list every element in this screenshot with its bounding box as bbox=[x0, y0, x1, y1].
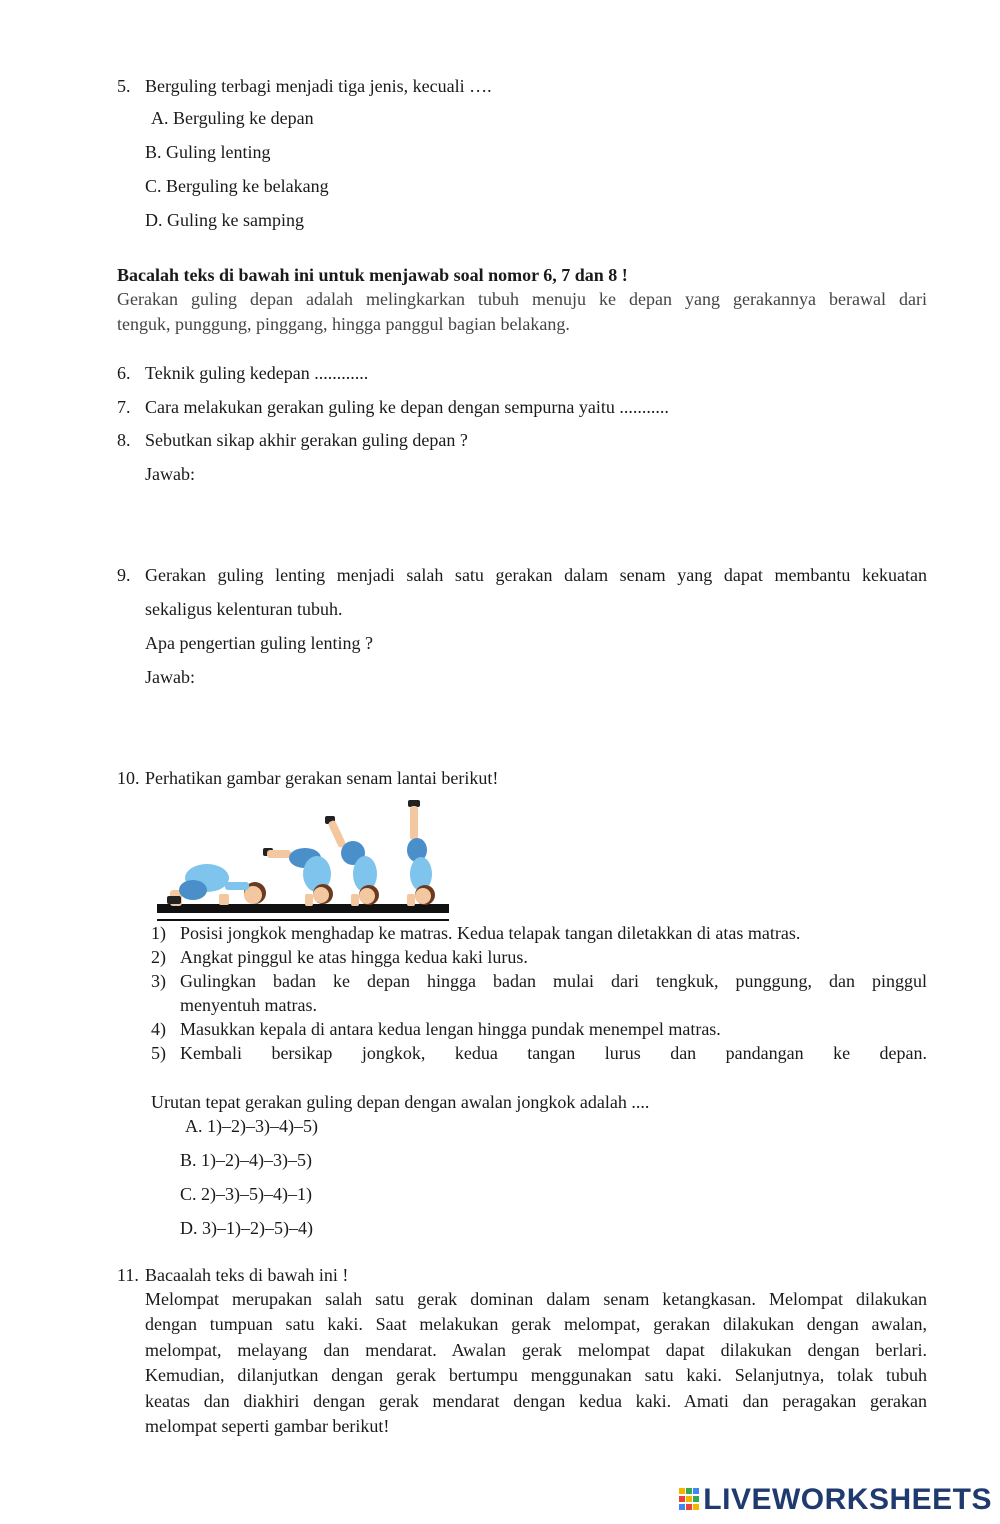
q8-question: Sebutkan sikap akhir gerakan guling depan ? bbox=[145, 430, 468, 450]
step-3-text-continued: menyentuh matras. bbox=[180, 995, 317, 1015]
q10-option-c: C. 2)–3)–5)–4)–1) bbox=[180, 1184, 312, 1204]
q5-option-b: B. Guling lenting bbox=[145, 142, 271, 162]
step-3-number: 3) bbox=[151, 971, 166, 991]
step-1-number: 1) bbox=[151, 923, 166, 943]
q6-question: Teknik guling kedepan ............ bbox=[145, 363, 369, 383]
liveworksheets-logo[interactable] bbox=[678, 1482, 992, 1518]
q7-question: Cara melakukan gerakan guling ke depan dengan sempurna yaitu ........... bbox=[145, 397, 669, 417]
q5-option-d: D. Guling ke samping bbox=[145, 210, 304, 230]
q11-instruction: Bacaalah teks di bawah ini ! bbox=[145, 1265, 349, 1285]
q10-option-a: A. 1)–2)–3)–4)–5) bbox=[185, 1116, 318, 1136]
q11-line5: keatas dan diakhiri dengan gerak mendarat dengan kedua kaki. Amati dan peragakan gerakan bbox=[145, 1391, 927, 1411]
reading-text-line1: Gerakan guling depan adalah melingkarkan tubuh menuju ke depan yang gerakannya berawal dari bbox=[117, 289, 927, 309]
q5-question: Berguling terbagi menjadi tiga jenis, kecuali …. bbox=[145, 76, 492, 96]
q11-line4: Kemudian, dilanjutkan dengan gerak bertumpu menggunakan satu kaki. Selanjutnya, tolak tubuh bbox=[145, 1365, 927, 1385]
q5-option-c: C. Berguling ke belakang bbox=[145, 176, 329, 196]
step-1-text: Posisi jongkok menghadap ke matras. Kedua telapak tangan diletakkan di atas matras. bbox=[180, 923, 801, 943]
step-4-text: Masukkan kepala di antara kedua lengan hingga pundak menempel matras. bbox=[180, 1019, 721, 1039]
q6-number: 6. bbox=[117, 363, 131, 383]
q8-answer-label: Jawab: bbox=[145, 464, 195, 484]
step-5-text: Kembali bersikap jongkok, kedua tangan lurus dan pandangan ke depan. bbox=[180, 1043, 927, 1063]
reading-instruction: Bacalah teks di bawah ini untuk menjawab soal nomor 6, 7 dan 8 ! bbox=[117, 265, 628, 285]
step-5-number: 5) bbox=[151, 1043, 166, 1063]
q9-answer-label: Jawab: bbox=[145, 667, 195, 687]
q9-line2: sekaligus kelenturan tubuh. bbox=[145, 599, 343, 619]
forward-roll-illustration bbox=[155, 798, 450, 926]
step-2-number: 2) bbox=[151, 947, 166, 967]
q11-number: 11. bbox=[117, 1265, 139, 1285]
q11-line3: melompat, melayang dan mendarat. Awalan gerak melompat dapat dilakukan dengan berlari. bbox=[145, 1340, 927, 1360]
q9-question: Apa pengertian guling lenting ? bbox=[145, 633, 373, 653]
q10-number: 10. bbox=[117, 768, 140, 788]
mat-icon bbox=[157, 904, 449, 913]
step-3-text: Gulingkan badan ke depan hingga badan mulai dari tengkuk, punggung, dan pinggul bbox=[180, 971, 927, 991]
step-2-text: Angkat pinggul ke atas hingga kedua kaki lurus. bbox=[180, 947, 528, 967]
gymnast-figure-2 bbox=[263, 848, 333, 906]
q5-number: 5. bbox=[117, 76, 131, 96]
q9-line1: Gerakan guling lenting menjadi salah satu gerakan dalam senam yang dapat membantu kekuatan bbox=[145, 565, 927, 585]
q5-option-a: A. Berguling ke depan bbox=[151, 108, 314, 128]
q10-question: Perhatikan gambar gerakan senam lantai berikut! bbox=[145, 768, 499, 788]
gymnast-figure-1 bbox=[167, 864, 266, 906]
gymnast-figure-3 bbox=[325, 816, 379, 906]
q7-number: 7. bbox=[117, 397, 131, 417]
q11-line6: melompat seperti gambar berikut! bbox=[145, 1416, 390, 1436]
q10-prompt: Urutan tepat gerakan guling depan dengan awalan jongkok adalah .... bbox=[151, 1092, 650, 1112]
q11-line2: dengan tumpuan satu kaki. Saat melakukan gerak melompat, gerakan dilakukan dengan awalan, bbox=[145, 1314, 927, 1334]
q8-number: 8. bbox=[117, 430, 131, 450]
reading-text-line2: tenguk, punggung, pinggang, hingga panggul bagian belakang. bbox=[117, 314, 570, 334]
liveworksheets-logo-text: LIVEWORKSHEETS bbox=[703, 1483, 992, 1516]
q11-line1: Melompat merupakan salah satu gerak dominan dalam senam ketangkasan. Melompat dilakukan bbox=[145, 1289, 927, 1309]
liveworksheets-logo-icon bbox=[678, 1486, 700, 1514]
q10-option-b: B. 1)–2)–4)–3)–5) bbox=[180, 1150, 312, 1170]
step-4-number: 4) bbox=[151, 1019, 166, 1039]
q9-number: 9. bbox=[117, 565, 131, 585]
q10-option-d: D. 3)–1)–2)–5)–4) bbox=[180, 1218, 313, 1238]
gymnast-figure-4 bbox=[407, 800, 435, 906]
